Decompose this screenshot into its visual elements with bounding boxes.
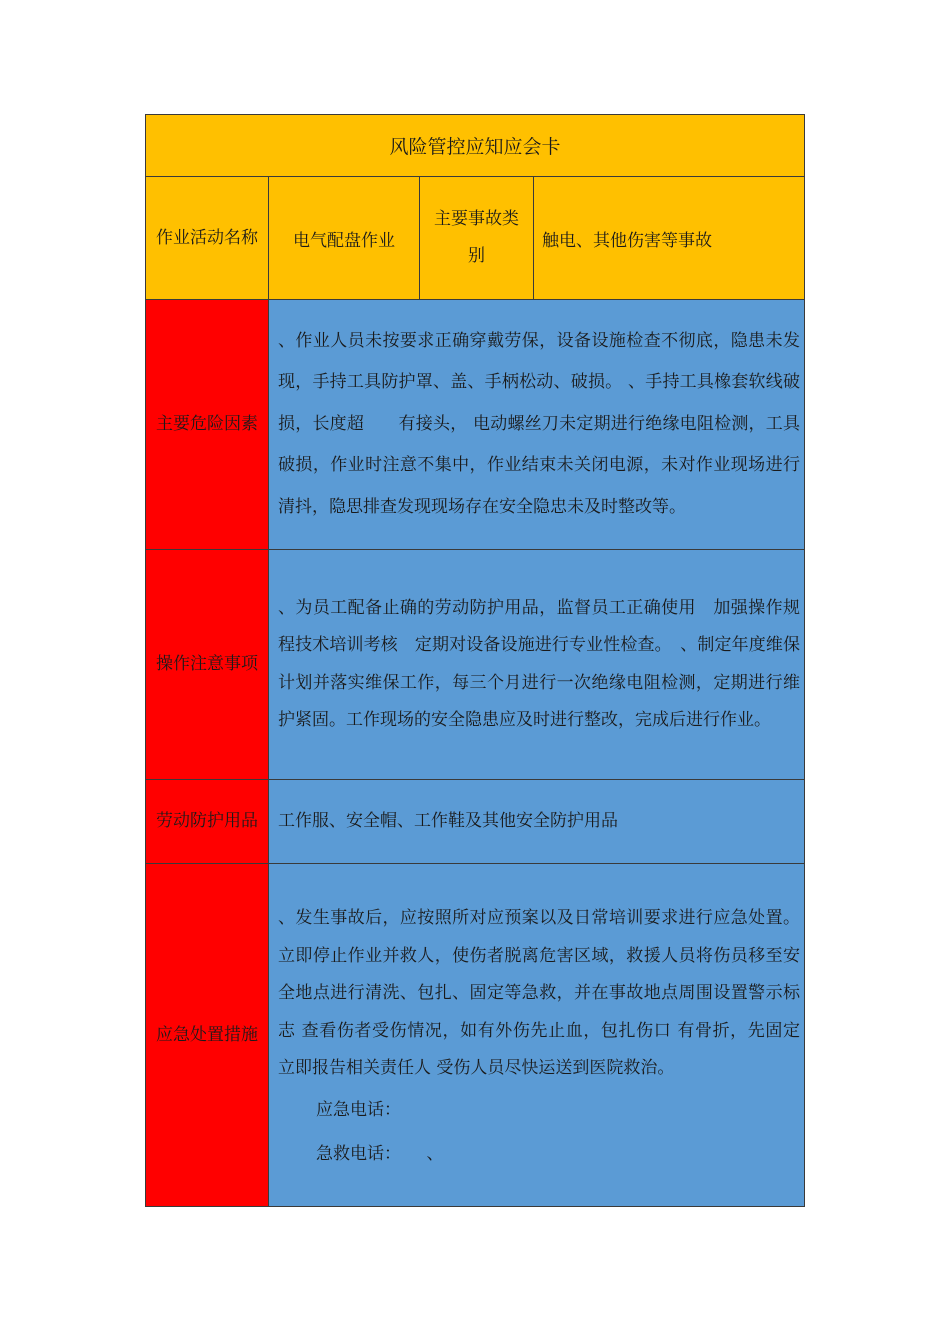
accident-type-value: 触电、其他伤害等事故 xyxy=(542,230,712,251)
rescue-phone: 急救电话： 、 xyxy=(316,1143,444,1164)
emergency-phone: 应急电话： xyxy=(316,1099,401,1120)
hazards-text: 、作业人员未按要求正确穿戴劳保，设备设施检查不彻底，隐患未发现，手持工具防护罩、盖、手柄松动、破损。 、手持工具橡套软线破损，长度超 有接头， 电动螺丝刀未定期进行绝缘电阻检测，工具破损，作业时注意不集中，作业结束未关闭电源，未对作业现场进行清抖，隐思排查发现现场存在安全隐忠未及时整改等。 xyxy=(278,330,800,517)
operation-notes-text: 、为员工配备止确的劳动防护用品，监督员工正确使用 加强操作规程技术培训考核 定期对设备设施进行专业性检查。 、制定年度维保计划并落实维保工作，每三个月进行一次绝缘电阻检测，定期进行维护紧固。工作现场的安全隐患应及时进行整改，完成后进行作业。 xyxy=(278,597,800,730)
emergency-label: 应急处置措施 xyxy=(146,864,269,1207)
accident-type-label: 主要事故类别 xyxy=(434,209,519,266)
activity-name-value: 电气配盘作业 xyxy=(293,230,395,251)
hazards-label: 主要危险因素 xyxy=(146,300,269,550)
card-title: 风险管控应知应会卡 xyxy=(146,115,805,177)
ppe-text: 工作服、安全帽、工作鞋及其他安全防护用品 xyxy=(278,810,618,831)
emergency-block xyxy=(269,888,804,1182)
ppe-label: 劳动防护用品 xyxy=(146,780,269,864)
activity-name-label: 作业活动名称 xyxy=(156,227,258,248)
risk-control-card xyxy=(145,114,805,1207)
emergency-text: 、发生事故后，应按照所对应预案以及日常培训要求进行应急处置。立即停止作业并救人，使伤者脱离危害区域，救援人员将伤员移至安全地点进行清洗、包扎、固定等急救，并在事故地点周围设置警示标志 查看伤者受伤情况，如有外伤先止血，包扎伤口 有骨折，先固定 立即报告相关责任人 受伤人员尽快运送到医院救治。 xyxy=(278,908,800,1079)
operation-notes-label: 操作注意事项 xyxy=(146,550,269,780)
